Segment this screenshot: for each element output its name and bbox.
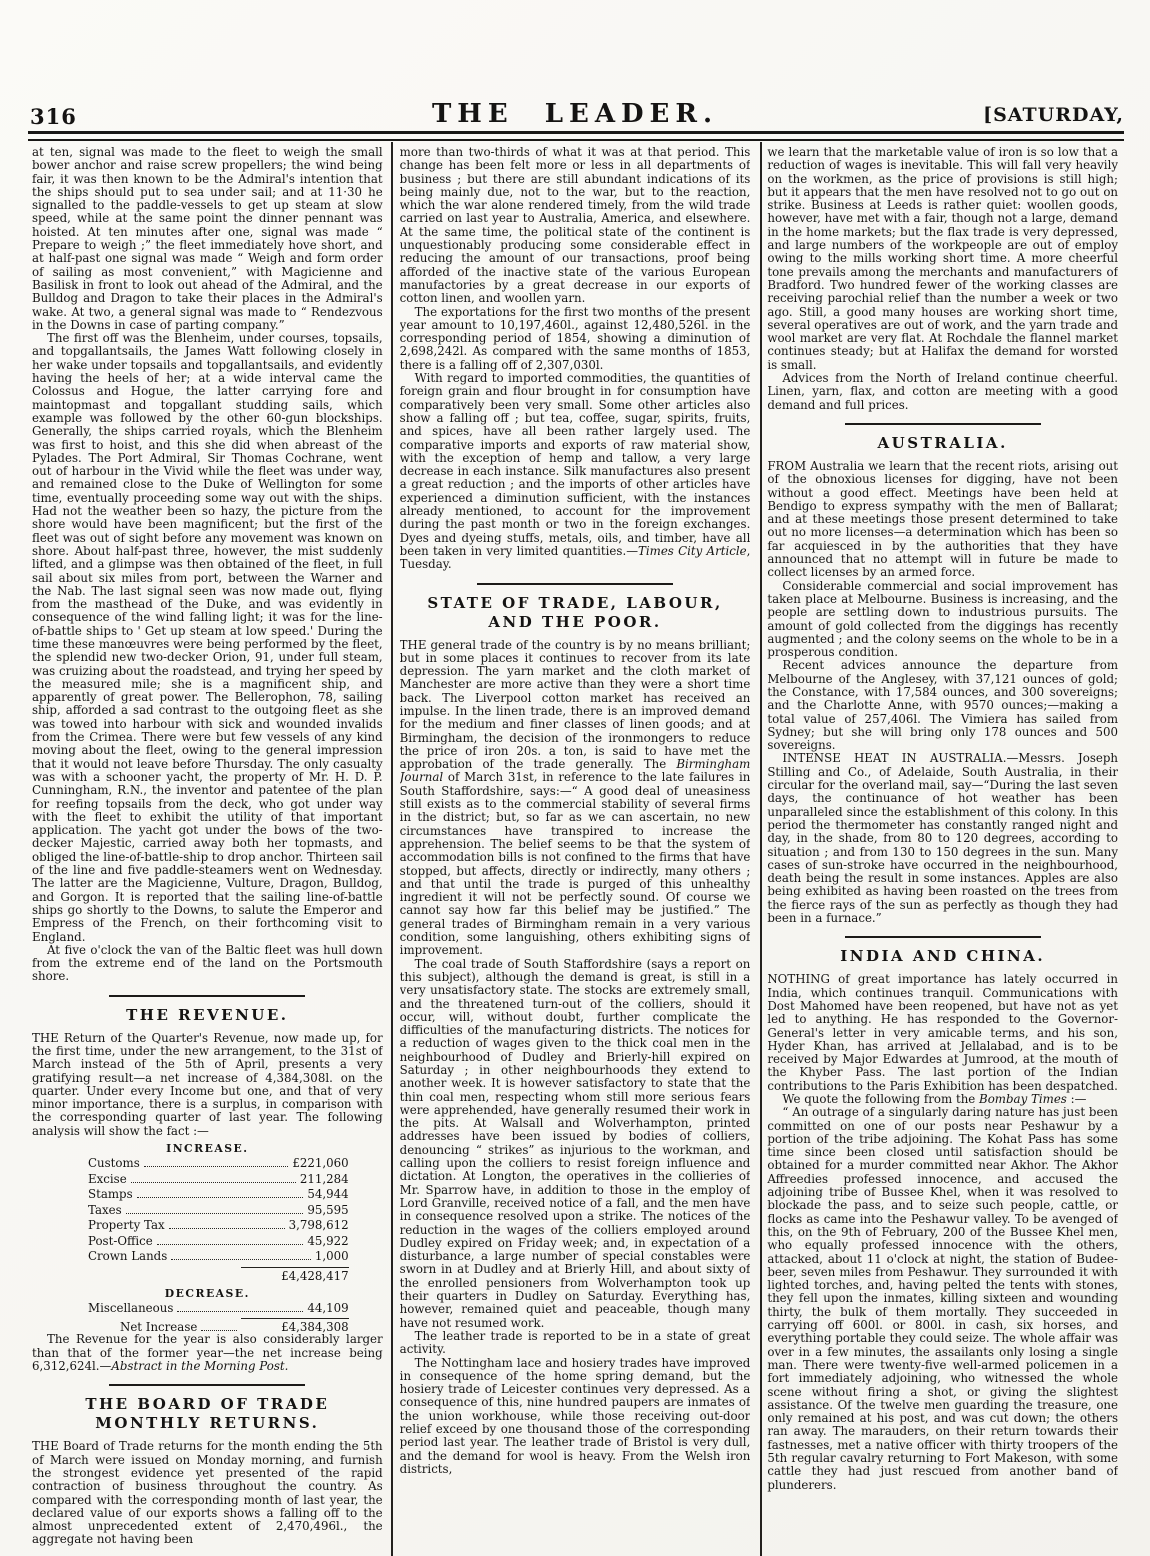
paragraph: more than two-thirds of what it was at that period. This change has been felt more or less in all departments of business ; but there are still abundant indications of its being mainly due, not to the war, but to the reaction, which the war alone rendered timely, from the wild trade carried on last year to Australia, America, and elsewhere. At the same time, the political state of the continent is unquestionably producing some considerable effect in reducing the amount of our transactions, proof being afforded of the inactive state of the various European manufactories by a great decrease in our exports of cotton linen, and woollen yarn.	[399, 146, 751, 306]
paragraph: NOTHING of great importance has lately occurred in India, which continues tranquil. Communications with Dost Mahomed have been reopened, but have not as yet led to anything. He has responded to the Governor-General's letter in very amicable terms, and his son, Hyder Khan, has arrived at Jellalabad, and is to be received by Major Edwardes at Jumrood, at the mouth of the Khyber Pass. The last portion of the Indian contributions to the Paris Exhibition has been despatched.	[767, 972, 1119, 1093]
dot-leader	[171, 1259, 311, 1260]
paragraph: Advices from the North of Ireland continue cheerful. Linen, yarn, flax, and cotton are meeting with a good demand and full prices.	[767, 371, 1119, 412]
table-row-value: £221,060	[292, 1156, 349, 1171]
paragraph: INTENSE HEAT IN AUSTRALIA.—Messrs. Joseph Stilling and Co., of Adelaide, South Australia, in their circular for the overland mail, say—“During the last seven days, the continuance of hot weather has been unparalleled since the establishment of this colony. In this period the thermometer has constantly ranged night and day, in the shade, from 80 to 120 degrees, according to situation ; and from 130 to 150 degrees in the sun. Many cases of sun-stroke have occurred in the neighbourhood, death being the result in some instances. Apples are also being exhibited as having been roasted on the trees from the fierce rays of the sun as perfectly as though they had been in a furnace.”	[767, 751, 1119, 926]
table-row-label: Property Tax	[88, 1218, 165, 1233]
header-rule	[28, 131, 1124, 141]
column-2	[400, 146, 751, 1554]
table-row	[88, 1219, 349, 1234]
article-heading: THE BOARD OF TRADE MONTHLY RETURNS.	[85, 1395, 330, 1433]
paragraph: The first off was the Blenheim, under courses, topsails, and topgallantsails, the James Watt following closely in her wake under topsails and topgallantsails, and evidently having the heels of her; at a wide interval came the Colossus and Hogue, the latter carrying fore and maintopmast and topgallant studding sails, which example was followed by the other 60-gun blockships. Generally, the ships carried royals, which the Blenheim was first to hoist, and this she did when abreast of the Pylades. The Port Admiral, Sir Thomas Cochrane, went out of harbour in the Vivid while the fleet was under way, and remained close to the Duke of Wellington for some time, eventually proceeding some way out with the ships. Had not the weather been so hazy, the picture from the shore would have been magnificent; but the first of the fleet was out of sight before any movement was known on shore. About half-past three, however, the mist suddenly lifted, and a glimpse was then obtained of the fleet, in full sail about six miles from port, between the Warner and the Nab. The last signal seen was now made out, flying from the masthead of the Duke, and was evidently in consequence of the wind falling light; it was for the line-of-battle ships to ' Get up steam at low speed.' During the time these manœuvres were being performed by the fleet, the splendid new two-decker Orion, 91, under full steam, was cruizing about the roadstead, and trying her speed by the measured mile; she is a magnificent ship, and apparently of great power. The Bellerophon, 78, sailing ship, afforded a sad contrast to the outgoing fleet as she was towed into harbour with sick and wounded invalids from the Crimea. There were but few vessels of any kind moving about the fleet, owing to the general impression that it would not leave before Thursday. The only casualty was with a schooner yacht, the property of Mr. H. D. P. Cunningham, R.N., the inventor and patentee of the plan for reefing topsails from the deck, who got under way with the fleet to exhibit the utility of that important application. The yacht got under the bows of the two-decker Majestic, carried away both her topmasts, and obliged the line-of-battle-ship to drop anchor. Thirteen sail of the line and five paddle-steamers went on Wednesday. The latter are the Magicienne, Vulture, Dragon, Bulldog, and Gorgon. It is reported that the sailing line-of-battle ships go shortly to the Downs, to salute the Emperor and Empress of the French, on their forthcoming visit to England.	[32, 331, 383, 944]
table-total-value: £4,428,417	[241, 1267, 349, 1283]
article-heading: THE REVENUE.	[126, 1005, 289, 1024]
column-1	[32, 146, 383, 1554]
dot-leader	[157, 1244, 304, 1245]
paragraph: FROM Australia we learn that the recent riots, arising out of the obnoxious licenses for digging, have not been without a good effect. Meetings have been held at Bendigo to express sympathy with the men of Ballarat; and at these meetings those present determined to take out no more licenses—a determination which has been so far acquiesced in by the authorities that they have announced that no attempt will in future be made to collect licenses by an armed force.	[767, 458, 1119, 580]
dot-leader	[126, 1213, 304, 1214]
paragraph: we learn that the marketable value of iron is so low that a reduction of wages is inevitable. This will fall very heavily on the workmen, as the price of provisions is still high; but it appears that the men have resolved not to go out on strike. Business at Leeds is rather quiet: woollen goods, however, have met with a fair, though not a large, demand in the home markets; but the flax trade is very depressed, and large numbers of the workpeople are out of employ owing to the mills working short time. A more cheerful tone prevails among the merchants and manufacturers of Bradford. Two hundred fewer of the working classes are receiving parochial relief than the number a week or two ago. Still, a good many houses are working short time, several operatives are out of work, and the yarn trade and wool market are very flat. At Rochdale the flannel market continues steady; but at Halifax the demand for worsted is small.	[767, 146, 1119, 372]
table-row	[88, 1235, 349, 1250]
table-row-label: Net Increase	[120, 1319, 198, 1334]
paragraph: With regard to imported commodities, the quantities of foreign grain and flour brought in for consumption have comparatively been very small. Some other articles also show a falling off ; but tea, coffee, sugar, spirits, fruits, and spices, have all been rather largely used. The comparative imports and exports of raw material show, with the exception of hemp and tallow, a very large decrease in each instance. Silk manufactures also present a great reduction ; and the imports of other articles have experienced a diminution sufficient, with the instances already mentioned, to account for the improvement during the past month or two in the foreign exchanges. Dyes and dyeing stuffs, metals, oils, and timber, have all been taken in very limited quantities.—Times City Article, Tuesday.	[399, 371, 751, 572]
table-row	[88, 1250, 349, 1265]
paragraph: The coal trade of South Staffordshire (says a report on this subject), although the demand is great, is still in a very unsatisfactory state. The stocks are extremely small, and the threatened turn-out of the colliers, should it occur, will, without doubt, further complicate the difficulties of the manufacturing districts. The notices for a reduction of wages given to the thick coal men in the neighbourhood of Dudley and Brierly-hill expired on Saturday ; in other neighbourhoods they extend to another week. It is however satisfactory to state that the thin coal men, respecting whom still more serious fears were apprehended, have generally resumed their work in the pits. At Walsall and Wolverhampton, printed addresses have been issued by bodies of colliers, denouncing “ strikes” as injurious to the workman, and calling upon the colliers to resist foreign influence and dictation. At Longton, the operatives in the collieries of Mr. Sparrow have, in addition to those in the employ of Lord Granville, received notice of a fall, and the men have in consequence resolved upon a strike. The notices of the reduction in the wages of the colliers employed around Dudley expired on Friday week; and, in expectation of a disturbance, a large number of special constables were sworn in at Dudley and at Brierly Hill, and about sixty of the enrolled pensioners from Wolverhampton took up their quarters in Dudley on Saturday. Everything has, however, remained quiet and peaceable, though many have not resumed work.	[399, 956, 751, 1330]
table-row-label: Post-Office	[88, 1233, 153, 1248]
table-row-value: 211,284	[299, 1171, 349, 1186]
table-row-label: Excise	[88, 1171, 127, 1186]
dot-leader	[177, 1311, 303, 1312]
table-row-label: Taxes	[88, 1202, 122, 1217]
table-caption: INCREASE.	[166, 1142, 249, 1156]
column-divider-1	[391, 142, 393, 1556]
table-row-value: 54,944	[307, 1187, 349, 1202]
column-3	[767, 146, 1118, 1554]
page-number: 316	[30, 104, 77, 129]
article-heading: INDIA AND CHINA.	[840, 947, 1046, 966]
paragraph: The exportations for the first two months of the present year amount to 10,197,460l., against 12,480,526l. in the corresponding period of 1854, showing a diminution of 2,698,242l. As compared with the same months of 1853, there is a falling off of 2,307,030l.	[399, 304, 751, 372]
dot-leader	[201, 1330, 236, 1331]
masthead-title: THE LEADER.	[431, 99, 719, 129]
paragraph: Considerable commercial and social improvement has taken place at Melbourne. Business is increasing, and the people are settling down to industrious pursuits. The amount of gold collected from the diggings has recently augmented ; and the colony seems on the whole to be in a prosperous condition.	[767, 578, 1119, 660]
paragraph: “ An outrage of a singularly daring nature has just been committed on one of our posts near Peshawur by a portion of the tribe adjoining. The Kohat Pass has some time since been closed until satisfaction should be obtained for a murder committed near Akhor. The Akhor Affreedies professed innocence, and accused the adjoining tribe of Bussee Khel, when it was resolved to blockade the pass, and to seize such people, cattle, or flocks as came into the Peshawur valley. To be avenged of this, on the 9th of February, 200 of the Bussee Khel men, who equally professed innocence with the others, attacked, about 11 o'clock at night, the station of Budee-beer, seven miles from Peshawur. They surrounded it with lighted torches, and, having pelted the tents with stones, they fell upon the inmates, killing sixteen and wounding thirty, the bulk of them mortally. They succeeded in carrying off 600l. or 800l. in cash, six horses, and everything portable they could seize. The whole affair was over in a few minutes, the assailants only losing a single man. There were twenty-five well-armed policemen in a fort immediately adjoining, who witnessed the whole scene without firing a shot, or giving the slightest assistance. Of the twelve men guarding the treasure, one only remained at his post, and was cut down; the others ran away. The marauders, on their return towards their fastnesses, met a native officer with thirty troopers of the 5th regular cavalry returning to Fort Makeson, with some cattle they had just rescued from another band of plunderers.	[767, 1105, 1119, 1492]
dot-leader	[131, 1182, 296, 1183]
table-row-label: Stamps	[88, 1187, 133, 1202]
table-caption: DECREASE.	[164, 1287, 250, 1301]
table-row	[88, 1302, 349, 1317]
paragraph: At five o'clock the van of the Baltic fleet was hull down from the extreme end of the land on the Portsmouth shore.	[32, 942, 383, 984]
section-divider	[845, 936, 1041, 938]
table-total-row	[32, 1267, 349, 1283]
columns-container	[32, 146, 1118, 1554]
table-row-value: £4,384,308	[241, 1318, 349, 1334]
paragraph: THE Return of the Quarter's Revenue, now made up, for the first time, under the new arrangement, to the 31st of March instead of the 5th of April, presents a very gratifying result—a net increase of 4,384,308l. on the quarter. Under every Income but one, and that of very minor importance, there is a surplus, in comparison with the corresponding quarter of last year. The following analysis will show the fact :—	[32, 1030, 383, 1138]
section-divider	[109, 1384, 305, 1386]
section-divider	[477, 583, 673, 585]
paragraph: THE general trade of the country is by no means brilliant; but in some places it continues to recover from its late depression. The yarn market and the cloth market of Manchester are more active than they were a short time back. The Liverpool cotton market has received an impulse. In the linen trade, there is an improved demand for the medium and finer classes of linen goods; and at Birmingham, the decision of the ironmongers to reduce the price of iron 20s. a ton, is said to have met the approbation of the trade generally. The Birmingham Journal of March 31st, in reference to the late failures in South Staffordshire, says:—“ A good deal of uneasiness still exists as to the commercial stability of several firms in the district; but, so far as we can ascertain, no new circumstances have transpired to increase the apprehension. The belief seems to be that the system of accommodation bills is not confined to the firms that have stopped, but affects, directly or indirectly, many others ; and that until the trade is purged of this unhealthy ingredient it will not be perfectly sound. Of course we cannot say how far this belief may be justified.” The general trades of Birmingham remain in a very various condition, some languishing, others exhibiting signs of improvement.	[399, 637, 751, 958]
section-divider	[109, 995, 305, 997]
table-row	[120, 1318, 349, 1333]
table-row-value: 1,000	[314, 1249, 349, 1264]
dot-leader	[137, 1197, 304, 1198]
table-row-value: 44,109	[307, 1301, 349, 1316]
table-row-value: 45,922	[307, 1233, 349, 1248]
paragraph: THE Board of Trade returns for the month ending the 5th of March were issued on Monday morning, and furnish the strongest evidence yet presented of the rapid contraction of business throughout the country. As compared with the corresponding month of last year, the declared value of our exports shows a falling off to the almost unprecedented extent of 2,470,496l., the aggregate not having been	[32, 1439, 383, 1547]
table-row	[88, 1188, 349, 1203]
dot-leader	[144, 1166, 289, 1167]
table-row	[88, 1157, 349, 1172]
paragraph: We quote the following from the Bombay Times :—	[782, 1092, 1087, 1106]
paragraph: The leather trade is reported to be in a state of great activity.	[399, 1328, 751, 1357]
column-divider-2	[760, 142, 762, 1556]
paragraph: at ten, signal was made to the fleet to weigh the small bower anchor and raise screw propellers; the wind being fair, it was then known to be the Admiral's intention that the ships should put to sea under sail; and at 11·30 he signalled to the paddle-vessels to get up steam at slow speed, while at the same point the dinner pennant was hoisted. At ten minutes after one, signal was made “ Prepare to weigh ;” the fleet immediately hove short, and at half-past one signal was made “ Weigh and form order of sailing as most convenient,” with Magicienne and Basilisk in front to look out ahead of the Admiral, and the Bulldog and Dragon to take their places in the Admiral's wake. At two, a general signal was made to “ Rendezvous in the Downs in case of parting company.”	[32, 146, 383, 332]
table-row-label: Miscellaneous	[88, 1301, 174, 1316]
section-divider	[845, 423, 1041, 425]
table-row-value: 95,595	[307, 1202, 349, 1217]
paragraph: The Nottingham lace and hosiery trades have improved in consequence of the home spring demand, but the hosiery trade of Leicester continues very depressed. As a consequence of this, nine hundred paupers are inmates of the union workhouse, while those receiving out-door relief exceed by one thousand those of the corresponding period last year. The leather trade of Bristol is very dull, and the demand for wool is heavy. From the Welsh iron districts,	[399, 1355, 751, 1476]
date-label: [SATURDAY,	[983, 104, 1124, 126]
paragraph: The Revenue for the year is also considerably larger than that of the former year—the net increase being 6,312,624l.—Abstract in the Morning Post.	[32, 1332, 383, 1374]
article-heading: AUSTRALIA.	[877, 433, 1008, 452]
table-row-label: Customs	[88, 1156, 140, 1171]
table-row	[88, 1173, 349, 1188]
table-row-value: 3,798,612	[288, 1218, 349, 1233]
article-heading: STATE OF TRADE, LABOUR, AND THE POOR.	[427, 593, 723, 631]
dot-leader	[169, 1228, 285, 1229]
table-row	[88, 1204, 349, 1219]
table-row-label: Crown Lands	[88, 1249, 168, 1264]
paragraph: Recent advices announce the departure from Melbourne of the Anglesey, with 37,121 ounces of gold; the Constance, with 17,584 ounces, and 300 sovereigns; and the Charlotte Anne, with 9570 ounces;—making a total value of 257,406l. The Vimiera has sailed from Sydney; but she will bring only 178 ounces and 500 sovereigns.	[767, 658, 1119, 753]
